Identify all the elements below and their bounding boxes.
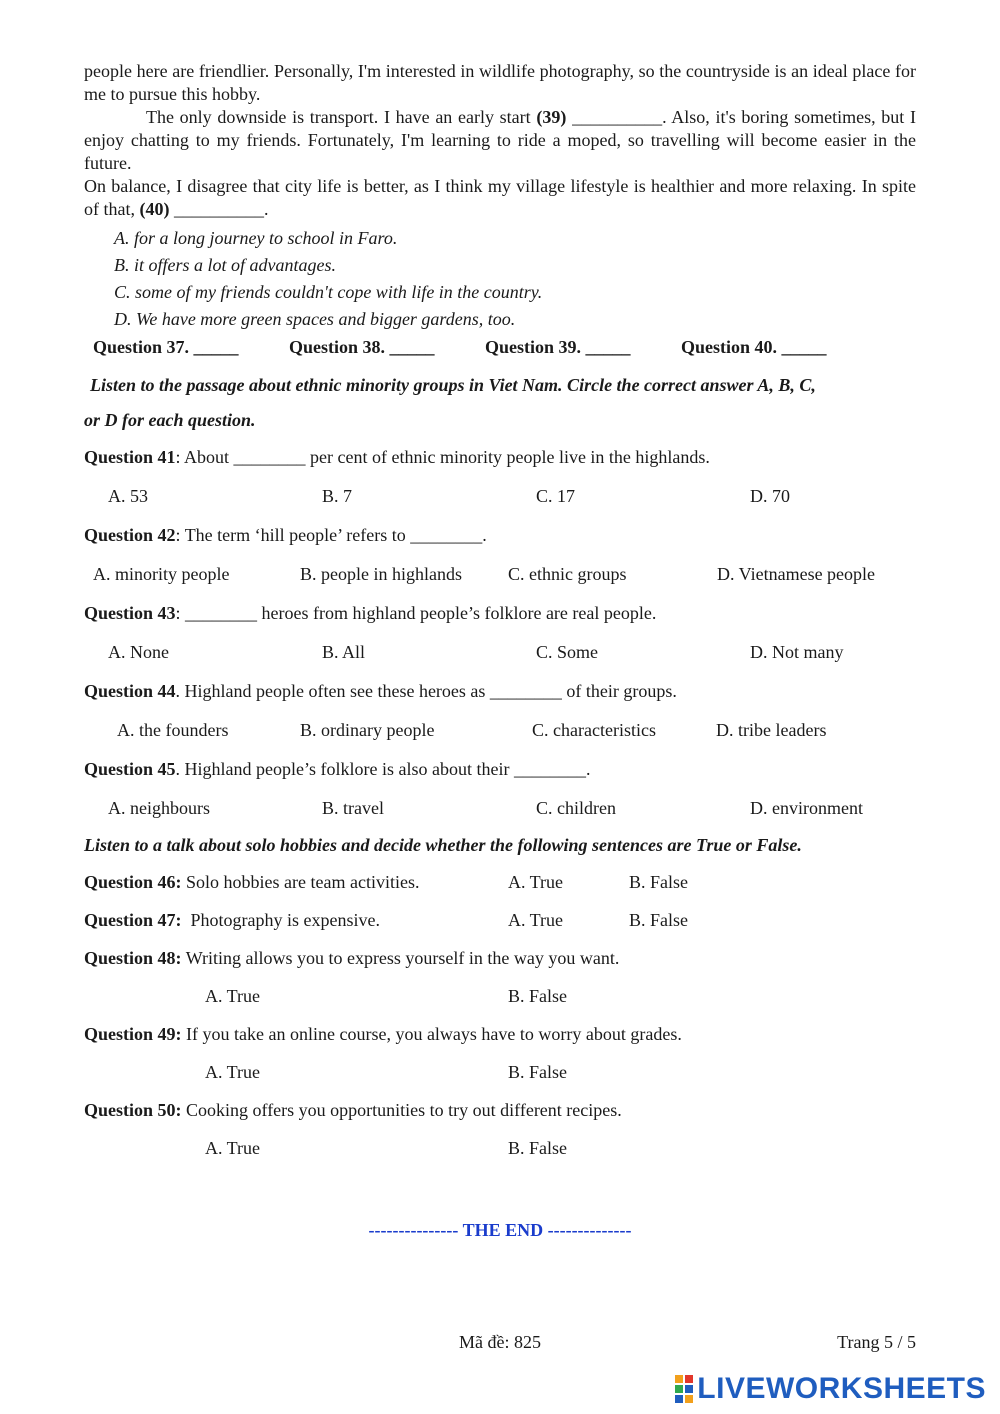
passage-options: [84, 225, 916, 333]
question-text: : The term ‘hill people’ refers to ________.: [175, 525, 487, 545]
passage-paragraph-1: people here are friendlier. Personally, I'm interested in wildlife photography, so the countryside is an ideal place for me to pursue this hobby.: [84, 61, 916, 104]
option-c[interactable]: C. characteristics: [532, 720, 656, 740]
question-options: [84, 1129, 916, 1167]
passage-text: __________.: [169, 199, 269, 219]
option-true[interactable]: A. True: [205, 986, 261, 1006]
question-label: Question 41: [84, 447, 176, 467]
option-b[interactable]: B. All: [322, 642, 366, 662]
option-d[interactable]: D. 70: [750, 486, 790, 506]
question-options: [84, 710, 916, 750]
question-label: Question 45: [84, 759, 176, 779]
question-options: [84, 788, 916, 828]
instruction-line-2: or D for each question.: [84, 410, 256, 430]
exam-code: Mã đề: 825: [459, 1332, 541, 1352]
question-text: Photography is expensive.: [181, 910, 380, 930]
gap-number-39: (39): [536, 107, 567, 127]
answer-lines: [93, 337, 916, 358]
exam-page: [84, 60, 916, 1167]
question-stem: [84, 901, 508, 939]
option-true[interactable]: A. True: [508, 910, 564, 930]
the-end-marker: --------------- THE END --------------: [368, 1220, 632, 1240]
option-c[interactable]: C. ethnic groups: [508, 564, 627, 584]
question-text: Writing allows you to express yourself in the way you want.: [181, 948, 620, 968]
question-stem: [84, 1015, 916, 1053]
option-a[interactable]: A. for a long journey to school in Faro.: [114, 228, 398, 248]
option-a[interactable]: A. None: [108, 642, 169, 662]
question-label: Question 44: [84, 681, 176, 701]
question-options: [84, 476, 916, 516]
option-c[interactable]: C. Some: [536, 642, 599, 662]
option-d[interactable]: D. Not many: [750, 642, 844, 662]
answer-line-39[interactable]: Question 39. _____: [485, 337, 631, 357]
question-label: Question 50:: [84, 1100, 182, 1120]
passage-paragraph-3: [84, 175, 916, 221]
question-text: . Highland people often see these heroes as ________ of their groups.: [175, 681, 677, 701]
option-a[interactable]: A. 53: [108, 486, 148, 506]
question-47: [84, 901, 916, 939]
liveworksheets-logo-icon: [675, 1375, 693, 1403]
question-stem: [84, 939, 916, 977]
question-label: Question 49:: [84, 1024, 182, 1044]
question-text: . Highland people’s folklore is also about their ________.: [175, 759, 591, 779]
page-number: Trang 5 / 5: [837, 1332, 916, 1352]
option-d[interactable]: D. tribe leaders: [716, 720, 827, 740]
question-label: Question 47:: [84, 910, 182, 930]
answer-line-40[interactable]: Question 40. _____: [681, 337, 827, 357]
question-stem: [84, 516, 916, 554]
question-stem: [84, 672, 916, 710]
question-48: [84, 939, 916, 1015]
question-options: [84, 1053, 916, 1091]
question-44: [84, 672, 916, 750]
option-false[interactable]: B. False: [508, 1062, 568, 1082]
question-text: Cooking offers you opportunities to try out different recipes.: [181, 1100, 622, 1120]
option-true[interactable]: A. True: [205, 1138, 261, 1158]
option-c[interactable]: C. 17: [536, 486, 576, 506]
question-label: Question 48:: [84, 948, 182, 968]
gap-number-40: (40): [139, 199, 170, 219]
section2-instruction: Listen to a talk about solo hobbies and decide whether the following sentences are True or False.: [84, 835, 802, 855]
question-49: [84, 1015, 916, 1091]
question-label: Question 46:: [84, 872, 182, 892]
question-text: Solo hobbies are team activities.: [181, 872, 420, 892]
option-c[interactable]: C. children: [536, 798, 616, 818]
passage-text: On balance, I disagree that city life is better, as I think my village lifestyle is healthier and more relaxing. In spite of that,: [84, 176, 916, 219]
question-43: [84, 594, 916, 672]
liveworksheets-wordmark: LIVEWORKSHEETS: [697, 1372, 986, 1405]
option-d[interactable]: D. Vietnamese people: [717, 564, 876, 584]
passage-paragraph-2: [84, 106, 916, 175]
option-c[interactable]: C. some of my friends couldn't cope with life in the country.: [114, 282, 543, 302]
question-42: [84, 516, 916, 594]
option-false[interactable]: B. False: [629, 872, 689, 892]
question-label: Question 42: [84, 525, 176, 545]
option-d[interactable]: D. We have more green spaces and bigger gardens, too.: [114, 309, 516, 329]
question-50: [84, 1091, 916, 1167]
option-b[interactable]: B. travel: [322, 798, 384, 818]
option-a[interactable]: A. neighbours: [108, 798, 210, 818]
answer-line-37[interactable]: Question 37. _____: [93, 337, 239, 357]
liveworksheets-logo: [675, 1372, 986, 1406]
option-b[interactable]: B. ordinary people: [300, 720, 435, 740]
answer-line-38[interactable]: Question 38. _____: [289, 337, 435, 357]
section1-instruction: [84, 368, 916, 438]
question-label: Question 43: [84, 603, 176, 623]
question-options: [84, 977, 916, 1015]
question-stem: [84, 438, 916, 476]
question-46: [84, 863, 916, 901]
option-b[interactable]: B. it offers a lot of advantages.: [114, 255, 336, 275]
option-false[interactable]: B. False: [508, 1138, 568, 1158]
instruction-line-1: Listen to the passage about ethnic minority groups in Viet Nam. Circle the correct answer A, B, C,: [90, 375, 816, 395]
option-true[interactable]: A. True: [205, 1062, 261, 1082]
question-stem: [84, 750, 916, 788]
option-a[interactable]: A. the founders: [117, 720, 229, 740]
option-false[interactable]: B. False: [508, 986, 568, 1006]
question-text: : About ________ per cent of ethnic minority people live in the highlands.: [175, 447, 710, 467]
option-false[interactable]: B. False: [629, 910, 689, 930]
passage-text: The only downside is transport. I have an early start: [146, 107, 537, 127]
question-text: If you take an online course, you always have to worry about grades.: [181, 1024, 682, 1044]
option-b[interactable]: B. 7: [322, 486, 353, 506]
question-41: [84, 438, 916, 516]
option-b[interactable]: B. people in highlands: [300, 564, 462, 584]
option-true[interactable]: A. True: [508, 872, 564, 892]
question-stem: [84, 1091, 916, 1129]
question-text: : ________ heroes from highland people’s folklore are real people.: [175, 603, 657, 623]
question-options: [84, 554, 916, 594]
passage-text: __________. Also, it's boring sometimes, but I enjoy chatting to my friends. Fortunately, I'm learning to ride a moped, so travelling will become easier in the future.: [84, 107, 916, 173]
question-stem: [84, 594, 916, 632]
question-options: [84, 632, 916, 672]
question-45: [84, 750, 916, 828]
question-stem: [84, 863, 508, 901]
option-a[interactable]: A. minority people: [93, 564, 230, 584]
option-d[interactable]: D. environment: [750, 798, 863, 818]
